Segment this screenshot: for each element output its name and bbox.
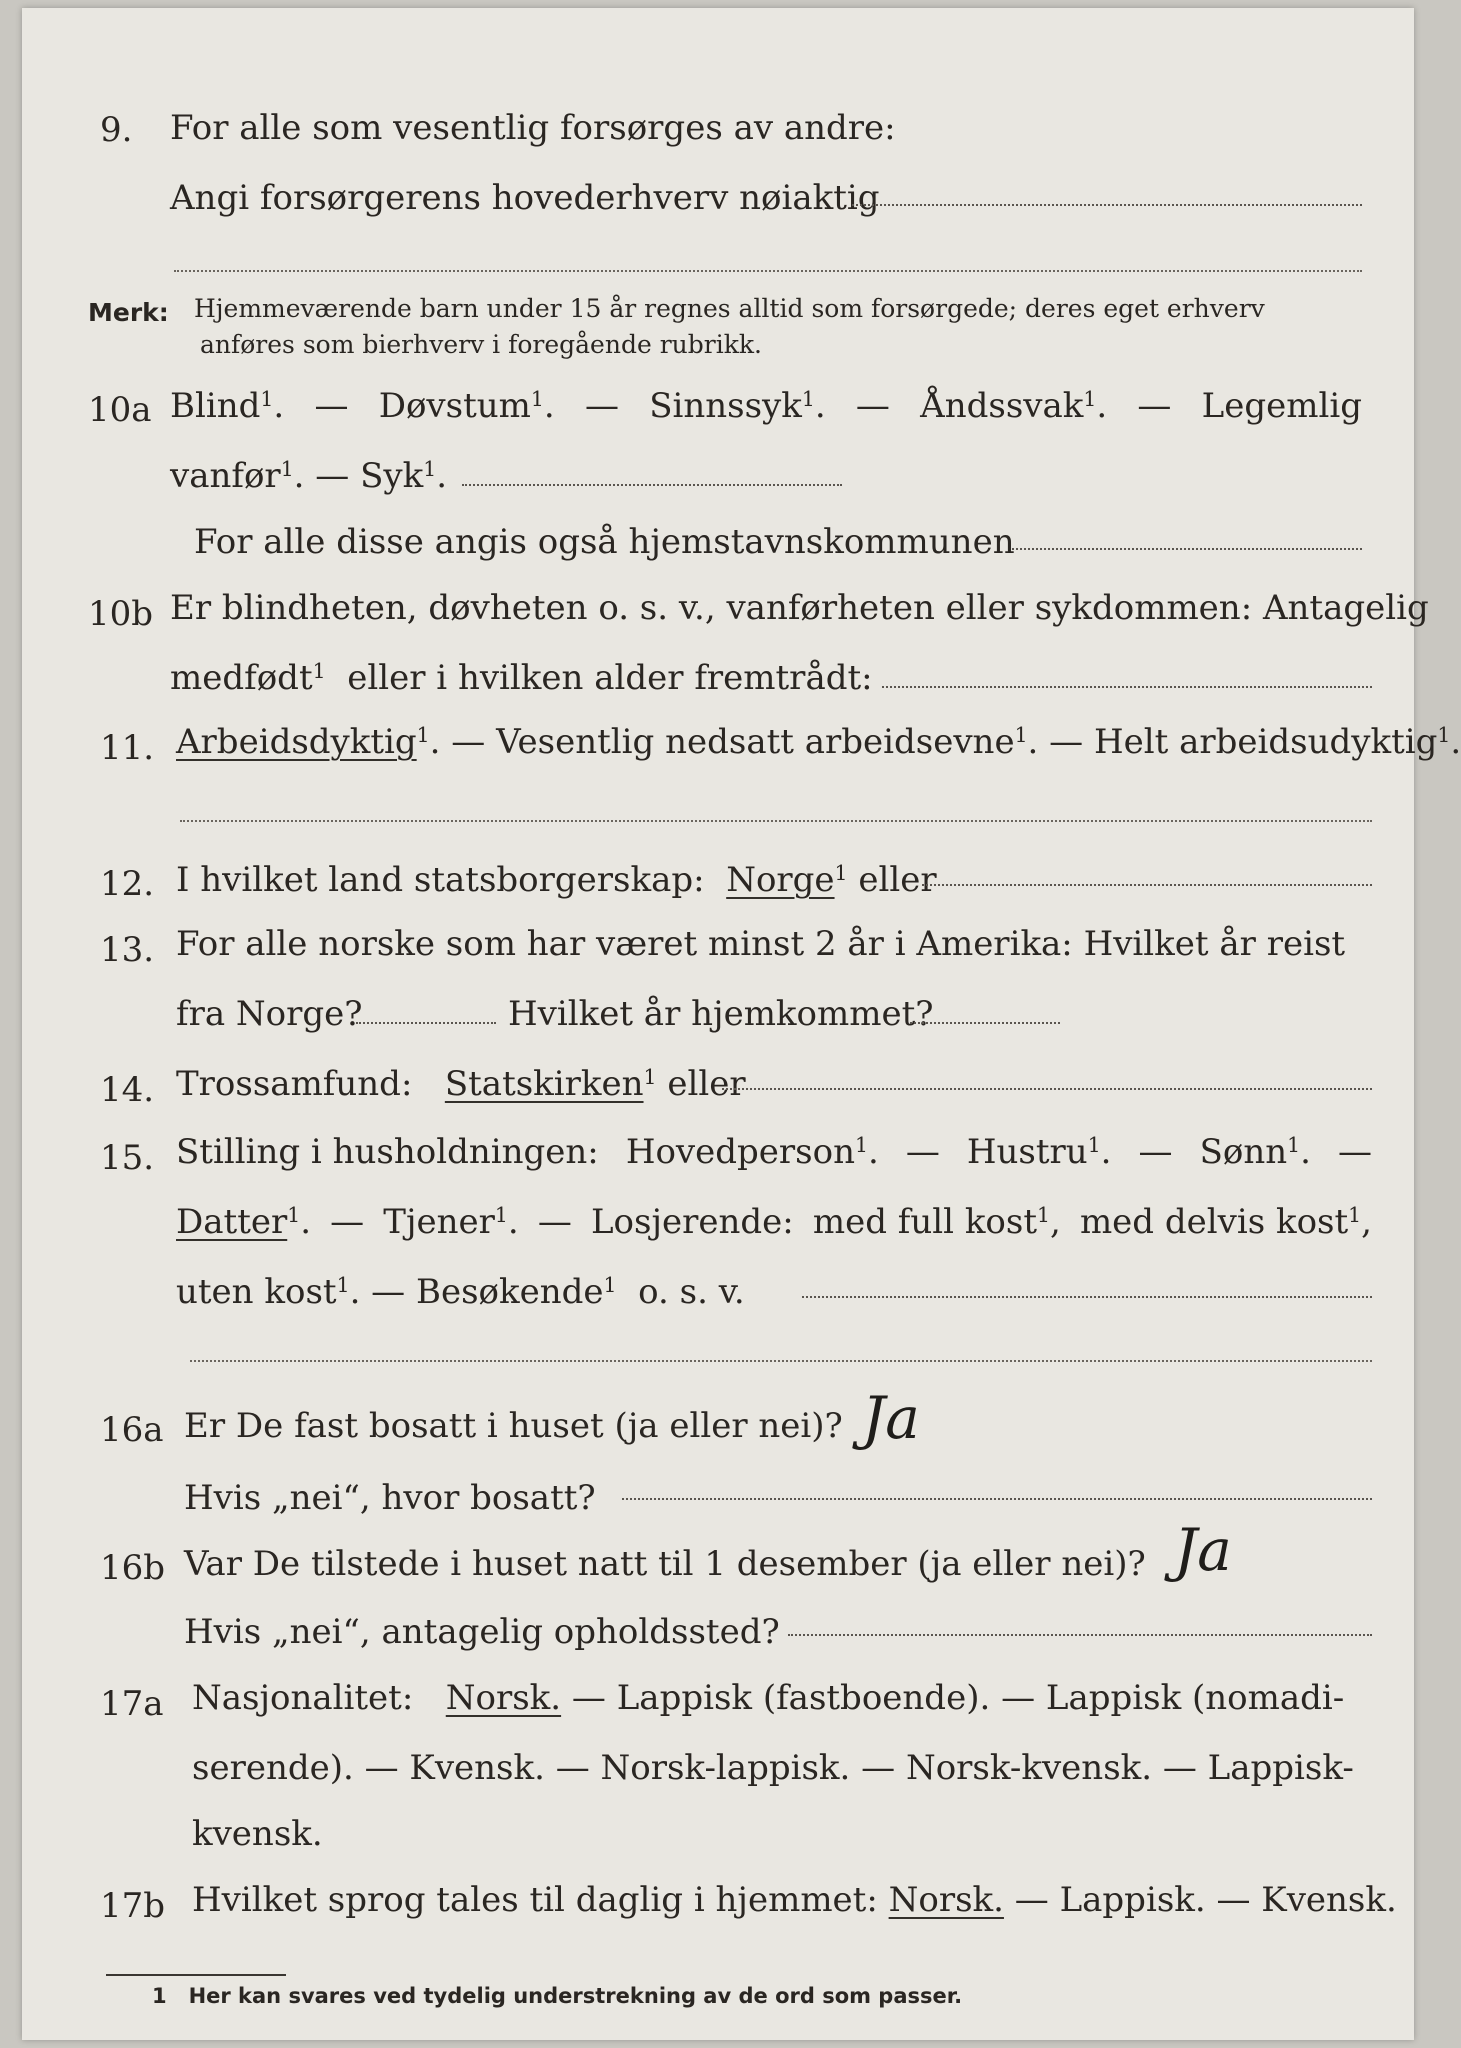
answer-10a-hjemstavn-dotted-line[interactable]	[1012, 548, 1362, 550]
question-10b-number: 10b	[88, 594, 154, 634]
answer-10a-dotted-line[interactable]	[462, 484, 842, 486]
question-9-number: 9.	[100, 110, 133, 150]
question-17b-line: Hvilket sprog tales til daglig i hjemmet: Norsk. — Lappisk. — Kvensk.	[192, 1880, 1397, 1920]
option-vanfor[interactable]: vanfør	[170, 456, 281, 496]
question-13-number: 13.	[100, 930, 155, 970]
question-10a-line3: For alle disse angis også hjemstavnskommunen	[194, 522, 1015, 562]
question-15-line2: Datter$^1$. — Tjener$^1$. — Losjerende: med full kost$^1$, med delvis kost$^1$,	[176, 1202, 1372, 1242]
question-15-number: 15.	[100, 1138, 155, 1178]
option-hovedperson[interactable]: Hovedperson	[625, 1132, 855, 1172]
question-12-number: 12.	[100, 864, 155, 904]
answer-13-fra-norge-line[interactable]	[356, 1022, 496, 1024]
option-datter[interactable]: Datter	[176, 1202, 288, 1242]
question-14-number: 14.	[100, 1070, 155, 1110]
question-17a-line3: kvensk.	[192, 1814, 323, 1854]
question-11-number: 11.	[100, 728, 155, 768]
question-17a-number: 17a	[100, 1684, 164, 1724]
question-17a-line2: serende). — Kvensk. — Norsk-lappisk. — Norsk-kvensk. — Lappisk-	[192, 1748, 1354, 1788]
answer-16b-dotted-line[interactable]	[788, 1634, 1372, 1636]
answer-11-dotted-line[interactable]	[180, 820, 1372, 822]
question-11-line: Arbeidsdyktig$^1$. — Vesentlig nedsatt arbeidsevne$^1$. — Helt arbeidsudyktig$^1$.	[176, 722, 1461, 762]
option-norge[interactable]: Norge	[726, 860, 835, 900]
option-helt-arbeidsudyktig[interactable]: Helt arbeidsudyktig	[1093, 722, 1438, 762]
question-9-line1: For alle som vesentlig forsørges av andre:	[170, 108, 896, 148]
question-10b-line2: medfødt$^1$ eller i hvilken alder fremtrådt:	[170, 658, 873, 698]
answer-13-hjemkommet-line[interactable]	[910, 1022, 1060, 1024]
note-merk-label: Merk:	[88, 298, 169, 327]
option-vesentlig-nedsatt[interactable]: Vesentlig nedsatt arbeidsevne	[496, 722, 1015, 762]
question-17b-number: 17b	[100, 1886, 166, 1926]
note-merk-line2: anføres som bierhverv i foregående rubrikk.	[200, 330, 762, 359]
question-16a-line2: Hvis „nei“, hvor bosatt?	[184, 1478, 596, 1518]
question-15-line1: Stilling i husholdningen: Hovedperson$^1$. — Hustru$^1$. — Sønn$^1$. —	[176, 1132, 1372, 1172]
footnote	[152, 1984, 962, 2008]
question-16b-number: 16b	[100, 1548, 166, 1588]
answer-9-dotted-line[interactable]	[852, 204, 1362, 206]
question-15-line3: uten kost$^1$. — Besøkende$^1$ o. s. v.	[176, 1272, 745, 1312]
option-medfodt[interactable]: medfødt	[170, 658, 313, 698]
answer-15-dotted-line[interactable]	[802, 1296, 1372, 1298]
option-legemlig[interactable]: Legemlig	[1201, 386, 1362, 426]
question-16b-line2: Hvis „nei“, antagelig opholdssted?	[184, 1612, 780, 1652]
option-andssvak[interactable]: Åndssvak	[920, 386, 1084, 426]
question-16a-number: 16a	[100, 1410, 164, 1450]
question-10a-line2: vanfør$^1$. — Syk$^1$.	[170, 456, 448, 496]
question-10a-line1: Blind$^1$. — Døvstum$^1$. — Sinnssyk$^1$. — Åndssvak$^1$. — Legemlig	[170, 386, 1362, 426]
option-norsk-sprog[interactable]: Norsk.	[888, 1880, 1004, 1920]
question-13-line1: For alle norske som har været minst 2 år i Amerika: Hvilket år reist	[176, 924, 1346, 964]
option-sinnssyk[interactable]: Sinnssyk	[649, 386, 802, 426]
answer-12-dotted-line[interactable]	[922, 884, 1372, 886]
option-tjener[interactable]: Tjener	[383, 1202, 495, 1242]
question-10a-number: 10a	[88, 390, 152, 430]
option-syk[interactable]: Syk	[360, 456, 424, 496]
footnote-text: Her kan svares ved tydelig understrekning av de ord som passer.	[188, 1984, 963, 2008]
question-14-line: Trossamfund: Statskirken$^1$ eller	[176, 1064, 746, 1104]
census-form-page	[22, 8, 1461, 2040]
answer-14-dotted-line[interactable]	[722, 1088, 1372, 1090]
footnote-divider	[106, 1974, 286, 1976]
answer-10b-dotted-line[interactable]	[882, 686, 1372, 688]
option-statskirken[interactable]: Statskirken	[444, 1064, 644, 1104]
question-9-line2: Angi forsørgerens hovederhverv nøiaktig	[170, 178, 880, 218]
option-norsk[interactable]: Norsk.	[445, 1678, 562, 1718]
option-uten-kost[interactable]: uten kost	[176, 1272, 337, 1312]
option-full-kost[interactable]: med full kost	[812, 1202, 1038, 1242]
answer-16a-handwritten: Ja	[862, 1384, 920, 1452]
option-hustru[interactable]: Hustru	[966, 1132, 1088, 1172]
question-17a-line1: Nasjonalitet: Norsk. — Lappisk (fastboende). — Lappisk (nomadi-	[192, 1678, 1345, 1718]
answer-15-dotted-line-2[interactable]	[190, 1360, 1372, 1362]
footnote-mark: 1	[152, 1984, 167, 2008]
option-dovstum[interactable]: Døvstum	[378, 386, 531, 426]
option-sonn[interactable]: Sønn	[1199, 1132, 1288, 1172]
option-arbeidsdyktig[interactable]: Arbeidsdyktig	[176, 722, 417, 762]
question-16b-line1: Var De tilstede i huset natt til 1 desember (ja eller nei)?	[184, 1544, 1146, 1584]
option-blind[interactable]: Blind	[170, 386, 261, 426]
note-merk-line1: Hjemmeværende barn under 15 år regnes alltid som forsørgede; deres eget erhverv	[194, 294, 1265, 323]
answer-16a-dotted-line[interactable]	[622, 1498, 1372, 1500]
answer-9-dotted-line-2[interactable]	[174, 270, 1362, 272]
question-13-hjemkommet: Hvilket år hjemkommet?	[508, 994, 934, 1034]
option-besokende[interactable]: Besøkende	[416, 1272, 604, 1312]
question-16a-line1: Er De fast bosatt i huset (ja eller nei)?	[184, 1406, 843, 1446]
answer-16b-handwritten: Ja	[1174, 1516, 1232, 1584]
option-delvis-kost[interactable]: med delvis kost	[1079, 1202, 1349, 1242]
question-10b-line1: Er blindheten, døvheten o. s. v., vanførheten eller sykdommen: Antagelig	[170, 588, 1429, 628]
note-merk	[88, 296, 169, 330]
question-13-fra-norge: fra Norge?	[176, 994, 363, 1034]
question-12-line: I hvilket land statsborgerskap: Norge$^1$ eller	[176, 860, 937, 900]
